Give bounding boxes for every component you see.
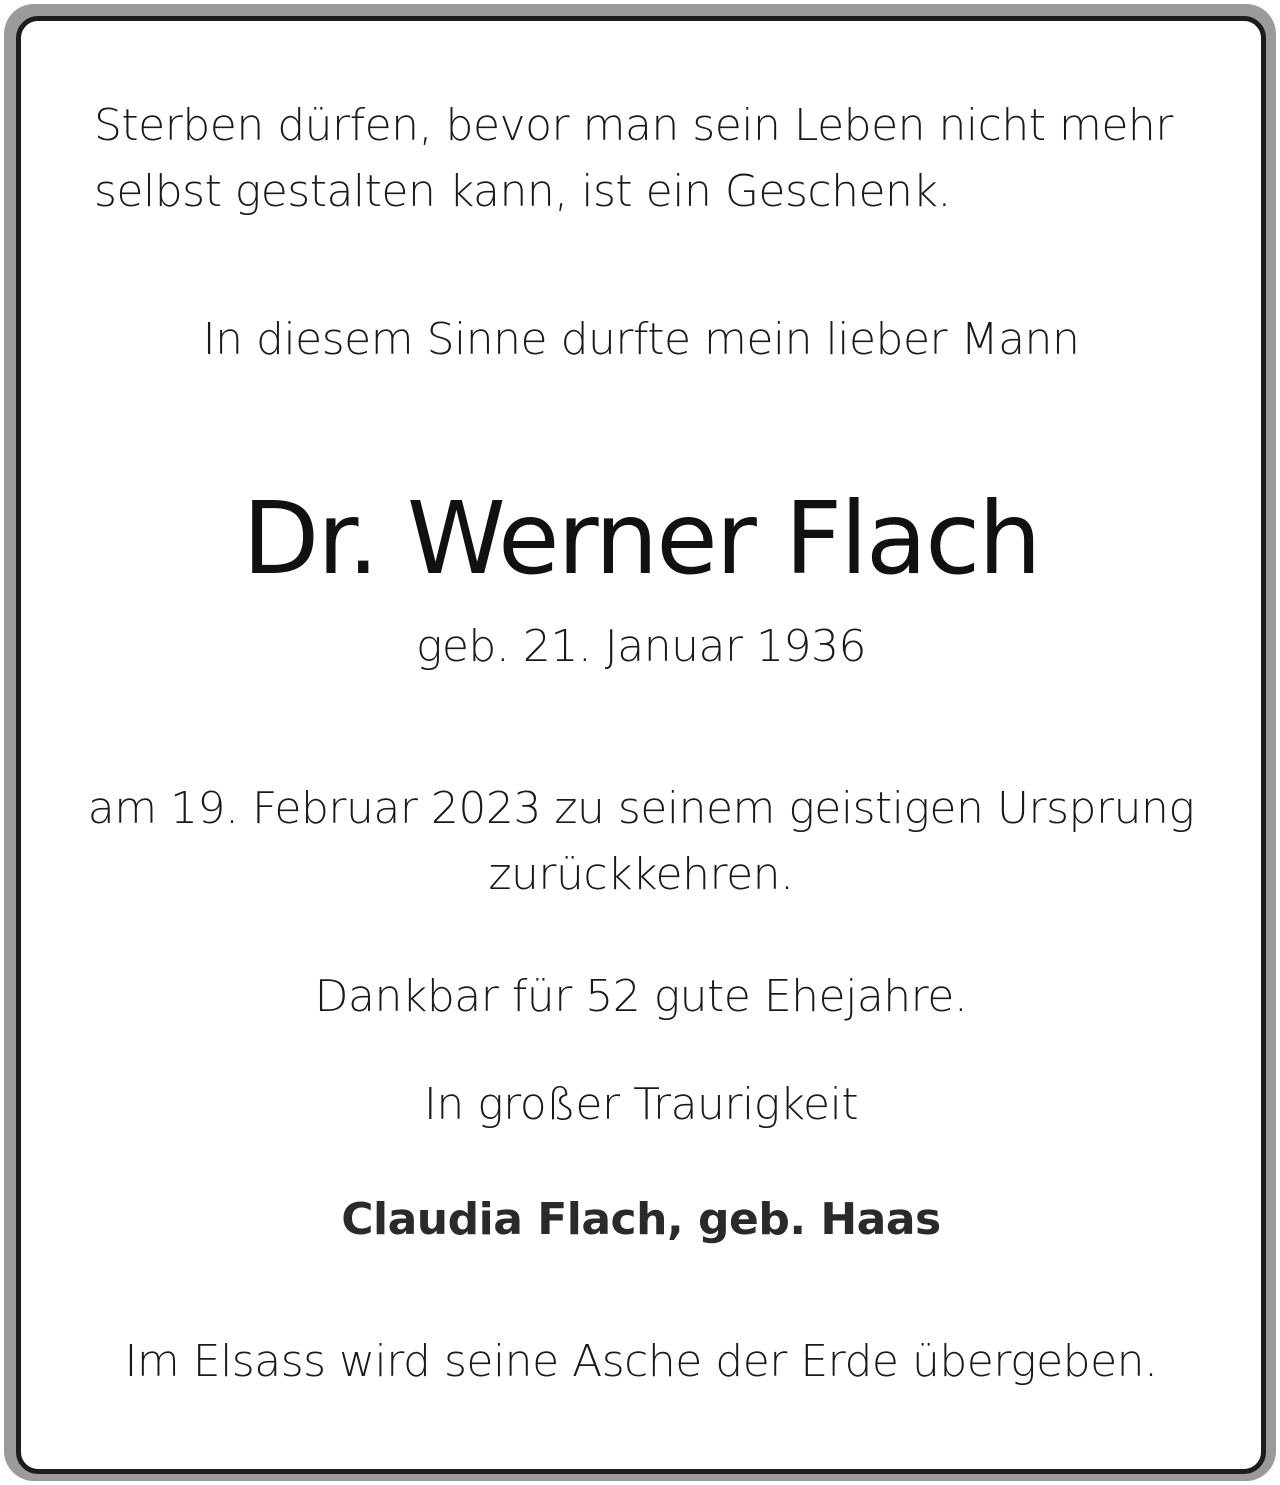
grief-text: In großer Traurigkeit: [423, 1079, 859, 1130]
deceased-name: Dr. Werner Flach: [242, 480, 1040, 597]
burial-text: Im Elsass wird seine Asche der Erde übergeben.: [124, 1336, 1158, 1387]
mourner-name: Claudia Flach, geb. Haas: [341, 1194, 941, 1245]
intro-text: In diesem Sinne durfte mein lieber Mann: [202, 314, 1080, 365]
obituary-card: [16, 16, 1266, 1474]
death-line-1: am 19. Februar 2023 zu seinem geistigen Ursprung: [87, 783, 1195, 834]
motto-line-2: selbst gestalten kann, ist ein Geschenk.: [94, 166, 951, 217]
motto-line-1: Sterben dürfen, bevor man sein Leben nicht mehr: [94, 100, 1173, 151]
thanks-text: Dankbar für 52 gute Ehejahre.: [314, 971, 968, 1022]
death-line-2: zurückkehren.: [488, 849, 794, 900]
birth-date: geb. 21. Januar 1936: [415, 621, 867, 672]
